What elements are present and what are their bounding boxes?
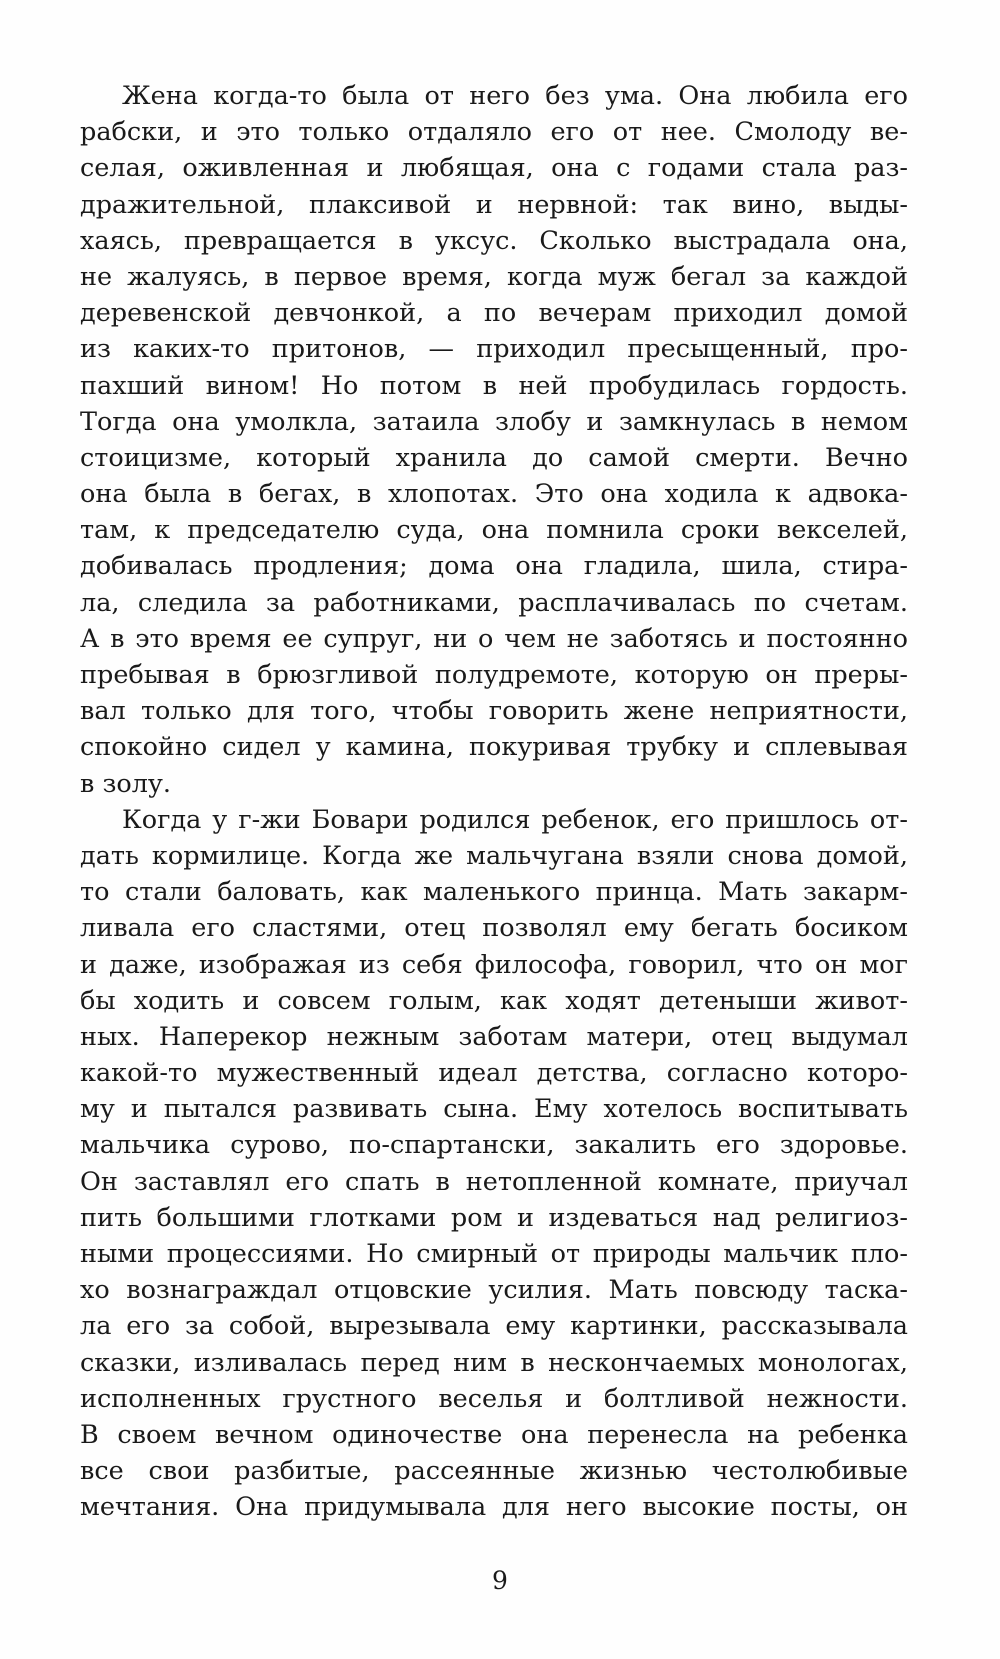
text-line: какой-то мужественный идеал детства, согласно которо- (80, 1058, 908, 1089)
text-line: мальчика сурово, по-спартански, закалить его здоровье. (80, 1130, 908, 1161)
body-text (80, 78, 908, 1526)
text-line: хо вознаграждал отцовские усилия. Мать повсюду таска- (80, 1275, 908, 1306)
text-line: и даже, изображая из себя философа, говорил, что он мог (80, 949, 908, 980)
text-line: ными процессиями. Но смирный от природы мальчик пло- (80, 1239, 908, 1269)
text-line: Жена когда-то была от него без ума. Она любила его (122, 81, 908, 111)
text-line: добивалась продления; дома она гладила, шила, стира- (80, 551, 908, 582)
text-line: Он заставлял его спать в нетопленной комнате, приучал (80, 1166, 908, 1197)
text-line: дражительной, плаксивой и нервной: так вино, выды- (80, 189, 908, 220)
text-line: в золу. (80, 768, 172, 799)
text-line: Когда у г-жи Бовари родился ребенок, его пришлось от- (122, 804, 908, 835)
text-line: ливала его сластями, отец позволял ему бегать босиком (80, 913, 908, 944)
text-line: Тогда она умолкла, затаила злобу и замкнулась в немом (80, 406, 908, 437)
text-line: не жалуясь, в первое время, когда муж бегал за каждой (80, 261, 908, 292)
text-line: бы ходить и совсем голым, как ходят детеныши живот- (80, 985, 908, 1016)
text-line: исполненных грустного веселья и болтливой нежности. (80, 1383, 908, 1414)
paragraph-1 (80, 78, 908, 802)
text-line: сказки, изливалась перед ним в нескончаемых монологах, (80, 1347, 908, 1378)
text-line: хаясь, превращается в уксус. Сколько выстрадала она, (80, 225, 908, 256)
text-line: селая, оживленная и любящая, она с годами стала раз- (80, 153, 908, 184)
text-line: пить большими глотками ром и издеваться над религиоз- (80, 1202, 908, 1233)
text-line: мечтания. Она придумывала для него высокие посты, он (80, 1492, 908, 1523)
text-line: рабски, и это только отдаляло его от нее. Смолоду ве- (80, 117, 908, 148)
text-line: она была в бегах, в хлопотах. Это она ходила к адвока- (80, 479, 908, 510)
text-line: спокойно сидел у камина, покуривая трубку и сплевывая (80, 732, 908, 763)
text-line: пахший вином! Но потом в ней пробудилась гордость. (80, 370, 908, 401)
text-line: му и пытался развивать сына. Ему хотелось воспитывать (80, 1094, 908, 1125)
paragraph-2 (80, 802, 908, 1526)
text-line: ла его за собой, вырезывала ему картинки, рассказывала (80, 1311, 908, 1342)
text-line: В своем вечном одиночестве она перенесла на ребенка (80, 1419, 908, 1450)
page-number: 9 (492, 1566, 508, 1595)
text-line: то стали баловать, как маленького принца. Мать закарм- (80, 877, 908, 908)
text-line: пребывая в брюзгливой полудремоте, которую он преры- (80, 660, 908, 690)
text-line: ла, следила за работниками, расплачивалась по счетам. (80, 587, 908, 618)
text-line: все свои разбитые, рассеянные жизнью честолюбивые (80, 1456, 908, 1487)
text-line: вал только для того, чтобы говорить жене неприятности, (80, 696, 908, 727)
text-line: стоицизме, который хранила до самой смерти. Вечно (80, 442, 908, 473)
text-line: А в это время ее супруг, ни о чем не заботясь и постоянно (80, 623, 908, 654)
text-line: из каких-то притонов, — приходил пресыщенный, про- (80, 334, 908, 365)
text-line: ных. Наперекор нежным заботам матери, отец выдумал (80, 1021, 908, 1052)
text-line: там, к председателю суда, она помнила сроки векселей, (80, 515, 908, 546)
text-line: дать кормилице. Когда же мальчугана взяли снова домой, (80, 840, 908, 871)
text-line: деревенской девчонкой, а по вечерам приходил домой (80, 298, 908, 329)
